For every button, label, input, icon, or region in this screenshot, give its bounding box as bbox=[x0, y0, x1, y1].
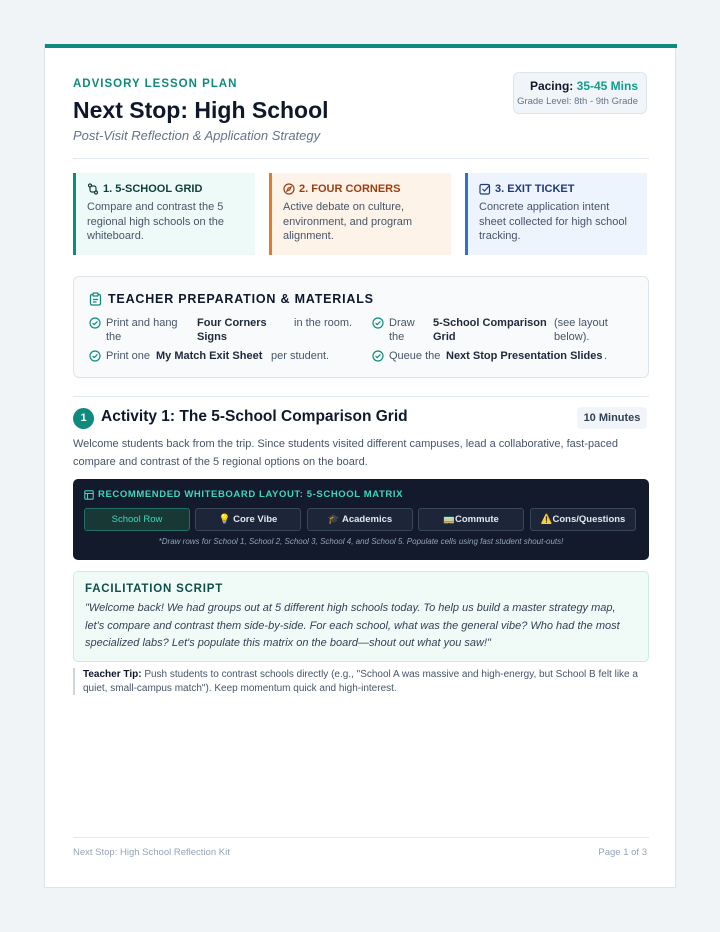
item-text: Print and hang the bbox=[106, 317, 178, 343]
card-title: 2. FOUR CORNERS bbox=[299, 183, 401, 195]
check-circle-icon bbox=[372, 317, 384, 329]
footer-divider bbox=[73, 837, 649, 838]
card-body: Concrete application intent sheet collected for high school tracking. bbox=[479, 201, 627, 242]
facilitation-script-box bbox=[73, 571, 649, 662]
cell-label: Cons/Questions bbox=[552, 514, 626, 525]
activity-time-badge: 10 Minutes bbox=[577, 407, 647, 429]
compass-icon bbox=[283, 183, 295, 195]
script-body: "Welcome back! We had groups out at 5 different high schools today. To help us build a master strategy map, let's compare and contrast them side-by-side. For each school, what was the general vibe? Who had the most specialized labs? Let's populate this matrix on the board—shout out what you saw!" bbox=[85, 602, 620, 649]
check-circle-icon bbox=[89, 350, 101, 362]
accent-bar bbox=[45, 44, 677, 48]
lesson-plan-page bbox=[44, 44, 676, 888]
matrix-header-cell bbox=[195, 508, 301, 531]
preparation-box bbox=[73, 276, 649, 378]
item-text: . bbox=[604, 350, 608, 362]
activity-intro: Welcome students back from the trip. Since students visited different campuses, lead a collaborative, fast-paced compare and contrast of the 5 regional options on the board. bbox=[73, 438, 618, 468]
page-title: Next Stop: High School bbox=[73, 97, 329, 123]
footer-title: Next Stop: High School Reflection Kit bbox=[73, 847, 230, 858]
tip-label: Teacher Tip: bbox=[83, 669, 142, 680]
pacing-value: 35-45 Mins bbox=[576, 79, 638, 93]
matrix-header-cell bbox=[530, 508, 636, 531]
matrix-header-cell bbox=[418, 508, 524, 531]
overview-card-grid bbox=[73, 173, 255, 255]
matrix-header-cell bbox=[307, 508, 413, 531]
graduation-cap-icon: 🎓 bbox=[327, 514, 340, 525]
teacher-tip bbox=[73, 668, 649, 695]
card-title: 1. 5-SCHOOL GRID bbox=[103, 183, 203, 195]
lightbulb-icon: 💡 bbox=[218, 514, 231, 525]
item-text: (see layout below). bbox=[554, 317, 608, 343]
divider bbox=[73, 158, 649, 159]
grade-level: Grade Level: 8th - 9th Grade bbox=[517, 96, 638, 107]
cell-label: Commute bbox=[455, 514, 499, 525]
clipboard-icon bbox=[89, 292, 102, 306]
item-bold: Four Corners Signs bbox=[197, 317, 267, 343]
prep-title: TEACHER PREPARATION & MATERIALS bbox=[108, 292, 374, 306]
route-icon bbox=[87, 183, 99, 195]
pacing-label: Pacing: bbox=[529, 79, 574, 93]
tip-body: Push students to contrast schools directly (e.g., "School A was massive and high-energy, but School B felt like a quiet, small-campus match"). Keep momentum quick and high-interest. bbox=[83, 669, 638, 694]
overview-card-corners bbox=[269, 173, 451, 255]
page-number: Page 1 of 3 bbox=[598, 847, 647, 858]
cell-label: Core Vibe bbox=[233, 514, 278, 525]
item-text: per student. bbox=[271, 350, 330, 362]
item-text: Draw the bbox=[389, 317, 415, 343]
check-circle-icon bbox=[89, 317, 101, 329]
train-icon: 🚃 bbox=[443, 514, 456, 525]
check-circle-icon bbox=[372, 350, 384, 362]
cell-label: Academics bbox=[341, 514, 393, 525]
board-note: *Draw rows for School 1, School 2, School 3, School 4, and School 5. Populate cells using fast student shout-outs! bbox=[158, 537, 564, 546]
warning-icon: ⚠️ bbox=[540, 514, 553, 525]
activity-title: Activity 1: The 5-School Comparison Grid bbox=[101, 408, 408, 425]
card-body: Compare and contrast the 5 regional high schools on the whiteboard. bbox=[87, 201, 224, 242]
card-title: 3. EXIT TICKET bbox=[495, 183, 575, 195]
pacing-badge bbox=[513, 72, 647, 114]
layout-icon bbox=[84, 490, 94, 500]
item-bold: Next Stop Presentation Slides bbox=[446, 350, 603, 362]
item-bold: My Match Exit Sheet bbox=[156, 350, 263, 362]
board-title: RECOMMENDED WHITEBOARD LAYOUT: 5-SCHOOL MATRIX bbox=[98, 489, 404, 500]
divider bbox=[73, 396, 649, 397]
item-text: Queue the bbox=[389, 350, 441, 362]
item-text: in the room. bbox=[294, 317, 353, 329]
script-title: FACILITATION SCRIPT bbox=[85, 583, 224, 595]
whiteboard-layout bbox=[73, 479, 649, 560]
item-bold: 5-School Comparison Grid bbox=[433, 317, 547, 343]
checkbox-icon bbox=[479, 183, 491, 195]
page-subtitle: Post-Visit Reflection & Application Strategy bbox=[73, 128, 321, 143]
item-text: Print one bbox=[106, 350, 151, 362]
card-body: Active debate on culture, environment, and program alignment. bbox=[283, 201, 413, 242]
overview-card-exit bbox=[465, 173, 647, 255]
activity-number-badge: 1 bbox=[73, 408, 94, 429]
matrix-header-cell: School Row bbox=[84, 508, 190, 531]
eyebrow-label: ADVISORY LESSON PLAN bbox=[73, 78, 238, 90]
